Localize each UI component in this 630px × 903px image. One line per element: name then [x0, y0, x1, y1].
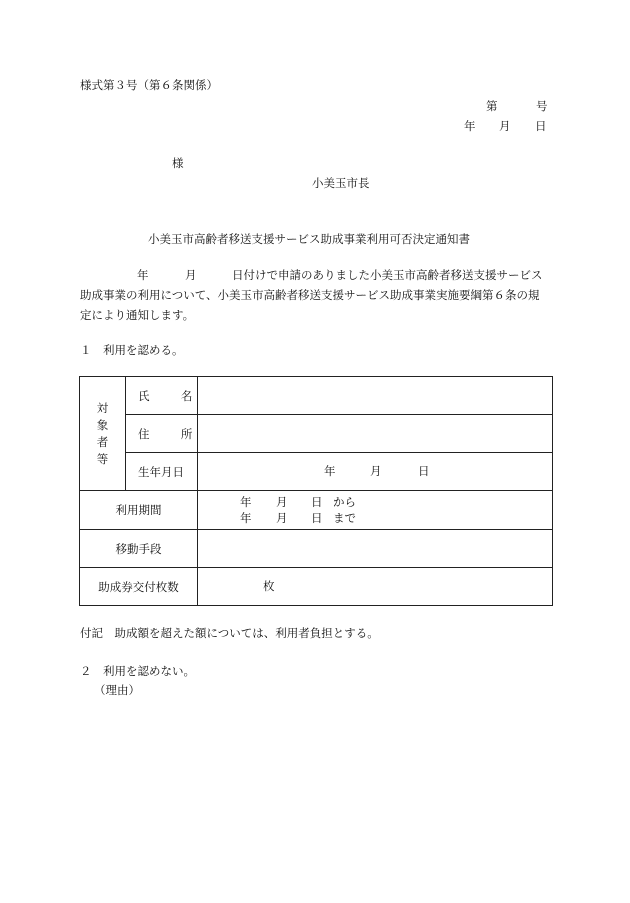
period-to-month: 月: [276, 511, 288, 525]
period-from-year: 年: [240, 495, 252, 509]
date-month: 月: [499, 119, 511, 133]
address-field[interactable]: [198, 415, 553, 453]
name-field[interactable]: [198, 377, 553, 415]
document-title: 小美玉市高齢者移送支援サービス助成事業利用可否決定通知書: [148, 232, 470, 246]
birth-year: 年: [324, 464, 336, 478]
name-label-a: 氏: [138, 388, 150, 403]
address-label: [126, 415, 198, 453]
table-row: [80, 491, 553, 530]
tickets-label: 助成券交付枚数: [80, 568, 198, 606]
body-line3: 定により通知します。: [80, 308, 195, 322]
birthdate-label: 生年月日: [126, 453, 198, 491]
period-from-suffix: から: [333, 495, 356, 509]
name-label-b: 名: [180, 388, 193, 403]
period-to-suffix: まで: [333, 511, 356, 525]
period-from-day: 日: [311, 495, 323, 509]
group-label-char: 等: [96, 451, 109, 466]
body-line2: 助成事業の利用について、小美玉市高齢者移送支援サービス助成事業実施要綱第６条の規: [80, 288, 540, 302]
body-year: 年: [137, 268, 149, 282]
birth-month: 月: [370, 464, 382, 478]
body-line1-rest: 日付けで申請のありました小美玉市高齢者移送支援サービス: [232, 268, 543, 282]
table-row: [80, 415, 553, 453]
table-row: [80, 377, 553, 415]
reason-label: （理由）: [94, 683, 140, 697]
tickets-unit: 枚: [263, 579, 275, 593]
address-label-a: 住: [138, 426, 150, 441]
doc-number-prefix: 第: [486, 99, 498, 113]
section-1-heading: １ 利用を認める。: [80, 343, 184, 357]
period-to-year: 年: [240, 511, 252, 525]
transport-field[interactable]: [198, 530, 553, 568]
birthdate-field[interactable]: [198, 453, 553, 491]
address-label-b: 所: [180, 426, 193, 441]
form-number: 様式第３号（第６条関係）: [80, 78, 218, 92]
date-day: 日: [535, 119, 547, 133]
section-2-heading: ２ 利用を認めない。: [80, 664, 195, 678]
table-row: [80, 453, 553, 491]
group-label-char: 象: [96, 417, 109, 432]
table-row: [80, 530, 553, 568]
date-year: 年: [464, 119, 476, 133]
note: 付記 助成額を超えた額については、利用者負担とする。: [80, 626, 379, 640]
doc-number-suffix: 号: [536, 99, 548, 113]
birth-day: 日: [418, 464, 430, 478]
body-month: 月: [185, 268, 197, 282]
addressee-honorific: 様: [172, 156, 184, 170]
group-label-char: 者: [96, 434, 109, 449]
name-label: [126, 377, 198, 415]
period-from-month: 月: [276, 495, 288, 509]
tickets-field[interactable]: [198, 568, 553, 606]
group-label: [80, 377, 126, 491]
transport-label: 移動手段: [80, 530, 198, 568]
group-label-char: 対: [96, 400, 109, 415]
period-label: 利用期間: [80, 491, 198, 530]
table-row: [80, 568, 553, 606]
period-field[interactable]: [198, 491, 553, 530]
period-to-day: 日: [311, 511, 323, 525]
recipient-table: [79, 376, 553, 606]
issuer: 小美玉市長: [312, 176, 370, 190]
